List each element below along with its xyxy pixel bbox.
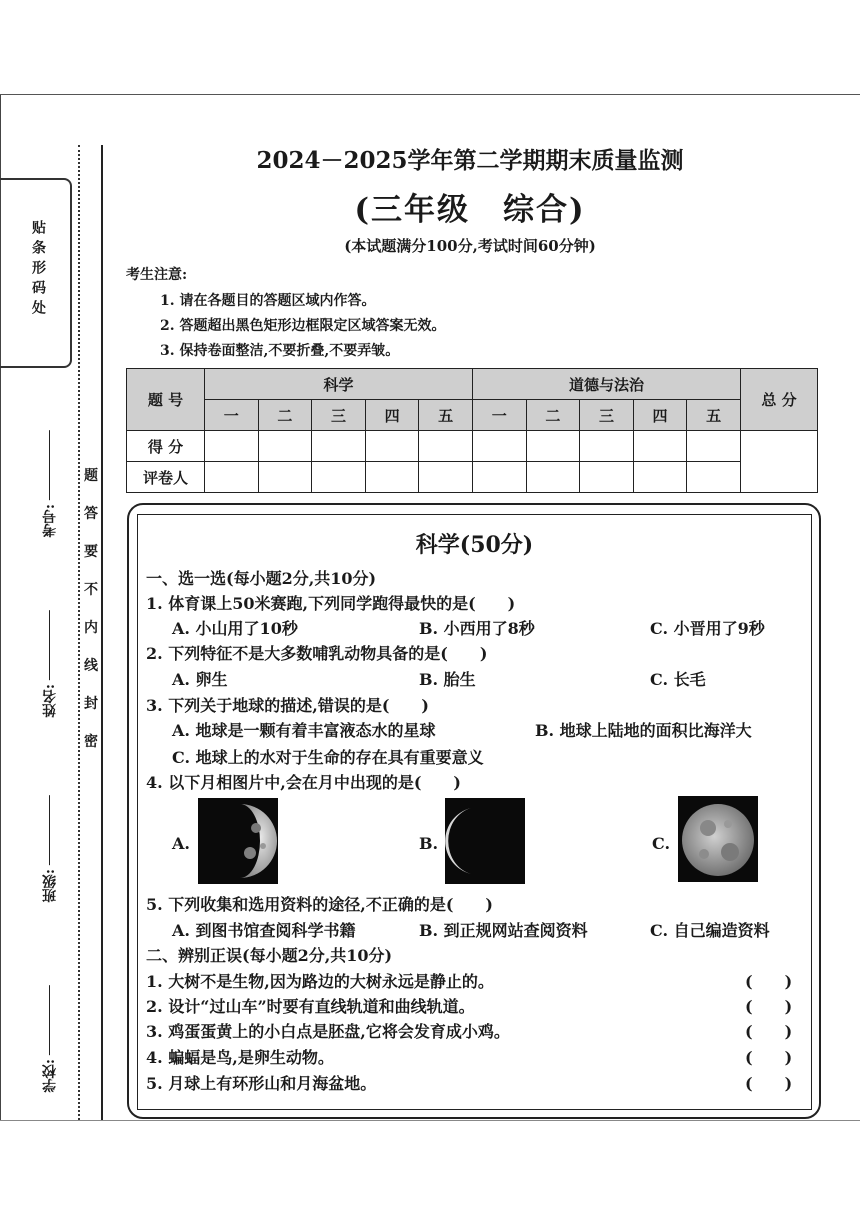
answer-parentheses[interactable]: ( ) bbox=[745, 1022, 793, 1041]
q3-option-c[interactable]: C. 地球上的水对于生命的存在具有重要意义 bbox=[172, 748, 484, 767]
score-cell[interactable] bbox=[205, 431, 259, 462]
score-cell[interactable] bbox=[258, 431, 312, 462]
question-number: 一 bbox=[472, 400, 526, 431]
school-field[interactable] bbox=[40, 985, 60, 1092]
grader-cell[interactable] bbox=[526, 462, 580, 493]
q4-option-c[interactable]: C. bbox=[652, 834, 671, 853]
q3-option-a[interactable]: A. 地球是一颗有着丰富液态水的星球 bbox=[172, 721, 436, 740]
notice-title: 考生注意: bbox=[126, 267, 188, 283]
grader-row-label: 评卷人 bbox=[127, 462, 205, 493]
name-label: 姓名: bbox=[42, 684, 58, 718]
notice-item: 2. 答题超出黑色矩形边框限定区域答案无效。 bbox=[160, 318, 446, 334]
science-group-header: 科学 bbox=[205, 369, 473, 400]
question-1: 1. 体育课上50米赛跑,下列同学跑得最快的是( ) bbox=[146, 594, 516, 613]
q1-option-c[interactable]: C. 小晋用了9秒 bbox=[650, 619, 765, 638]
score-cell[interactable] bbox=[687, 431, 741, 462]
name-field[interactable] bbox=[40, 610, 60, 717]
question-number: 四 bbox=[633, 400, 687, 431]
exam-subtitle: (本试题满分100分,考试时间60分钟) bbox=[344, 237, 596, 255]
tf-question: 3. 鸡蛋蛋黄上的小白点是胚盘,它将会发育成小鸡。 bbox=[146, 1022, 510, 1041]
school-label: 学校: bbox=[42, 1059, 58, 1093]
question-number: 四 bbox=[365, 400, 419, 431]
q5-option-a[interactable]: A. 到图书馆查阅科学书籍 bbox=[172, 921, 356, 940]
answer-parentheses[interactable]: ( ) bbox=[745, 1048, 793, 1067]
grader-cell[interactable] bbox=[365, 462, 419, 493]
seal-char: 内 bbox=[84, 620, 98, 636]
score-cell[interactable] bbox=[312, 431, 366, 462]
grader-cell[interactable] bbox=[205, 462, 259, 493]
science-title: 科学(50分) bbox=[415, 532, 534, 558]
score-cell[interactable] bbox=[526, 431, 580, 462]
q1-option-a[interactable]: A. 小山用了10秒 bbox=[172, 619, 298, 638]
col-header: 题 号 bbox=[127, 369, 205, 431]
barcode-sticker-area bbox=[0, 178, 72, 368]
answer-parentheses[interactable]: ( ) bbox=[745, 972, 793, 991]
question-number: 二 bbox=[526, 400, 580, 431]
score-cell[interactable] bbox=[365, 431, 419, 462]
answer-parentheses[interactable]: ( ) bbox=[745, 1074, 793, 1093]
question-number: 五 bbox=[687, 400, 741, 431]
class-field[interactable] bbox=[40, 795, 60, 902]
question-number: 五 bbox=[419, 400, 473, 431]
question-number: 三 bbox=[580, 400, 634, 431]
score-cell[interactable] bbox=[580, 431, 634, 462]
exam-grade-title: (三年级 综合) bbox=[354, 192, 586, 228]
score-row-label: 得 分 bbox=[127, 431, 205, 462]
exam-number-field[interactable] bbox=[40, 430, 60, 537]
moon-phase-image-c bbox=[678, 796, 758, 882]
tf-question: 5. 月球上有环形山和月海盆地。 bbox=[146, 1074, 377, 1093]
grader-cell[interactable] bbox=[687, 462, 741, 493]
moon-phase-image-b bbox=[445, 798, 525, 884]
q2-option-b[interactable]: B. 胎生 bbox=[419, 670, 476, 689]
class-label: 班级: bbox=[42, 869, 58, 903]
seal-warning bbox=[82, 465, 100, 769]
q5-option-c[interactable]: C. 自己编造资料 bbox=[650, 921, 770, 940]
tf-question: 4. 蝙蝠是鸟,是卵生动物。 bbox=[146, 1048, 334, 1067]
score-cell[interactable] bbox=[472, 431, 526, 462]
question-3: 3. 下列关于地球的描述,错误的是( ) bbox=[146, 696, 429, 715]
seal-char: 不 bbox=[84, 582, 98, 598]
seal-char: 线 bbox=[84, 658, 98, 674]
grader-cell[interactable] bbox=[312, 462, 366, 493]
exam-number-label: 考号: bbox=[42, 504, 58, 538]
q4-option-b[interactable]: B. bbox=[419, 834, 439, 853]
seal-char: 要 bbox=[84, 544, 98, 560]
grader-cell[interactable] bbox=[472, 462, 526, 493]
binding-dotted-line bbox=[78, 145, 80, 1120]
q3-option-b[interactable]: B. 地球上陆地的面积比海洋大 bbox=[535, 721, 752, 740]
seal-char: 答 bbox=[84, 506, 98, 522]
question-5: 5. 下列收集和选用资料的途径,不正确的是( ) bbox=[146, 895, 493, 914]
notice-item: 3. 保持卷面整洁,不要折叠,不要弄皱。 bbox=[160, 343, 400, 359]
grader-cell[interactable] bbox=[580, 462, 634, 493]
seal-char: 题 bbox=[84, 468, 98, 484]
tf-question: 1. 大树不是生物,因为路边的大树永远是静止的。 bbox=[146, 972, 494, 991]
part1-title: 一、选一选(每小题2分,共10分) bbox=[146, 569, 377, 588]
q5-option-b[interactable]: B. 到正规网站查阅资料 bbox=[419, 921, 588, 940]
barcode-label: 贴条形码处 bbox=[30, 220, 46, 320]
q4-option-a[interactable]: A. bbox=[172, 834, 190, 853]
seal-char: 封 bbox=[84, 696, 98, 712]
question-number: 三 bbox=[312, 400, 366, 431]
seal-char: 密 bbox=[84, 734, 98, 750]
page-bottom-border bbox=[0, 1120, 860, 1121]
q1-option-b[interactable]: B. 小西用了8秒 bbox=[419, 619, 535, 638]
grader-cell[interactable] bbox=[258, 462, 312, 493]
question-4: 4. 以下月相图片中,会在月中出现的是( ) bbox=[146, 773, 461, 792]
total-score-cell[interactable] bbox=[741, 431, 818, 493]
total-header: 总 分 bbox=[741, 369, 818, 431]
moon-phase-image-a bbox=[198, 798, 278, 884]
exam-title: 2024－2025学年第二学期期末质量监测 bbox=[256, 147, 684, 174]
part2-title: 二、辨别正误(每小题2分,共10分) bbox=[146, 946, 393, 965]
q2-option-a[interactable]: A. 卵生 bbox=[172, 670, 228, 689]
score-cell[interactable] bbox=[419, 431, 473, 462]
morality-group-header: 道德与法治 bbox=[472, 369, 740, 400]
question-2: 2. 下列特征不是大多数哺乳动物具备的是( ) bbox=[146, 644, 488, 663]
notice-item: 1. 请在各题目的答题区域内作答。 bbox=[160, 293, 376, 309]
score-cell[interactable] bbox=[633, 431, 687, 462]
question-number: 二 bbox=[258, 400, 312, 431]
question-number: 一 bbox=[205, 400, 259, 431]
tf-question: 2. 设计“过山车”时要有直线轨道和曲线轨道。 bbox=[146, 997, 475, 1016]
binding-solid-line bbox=[101, 145, 103, 1120]
grader-cell[interactable] bbox=[419, 462, 473, 493]
score-table bbox=[126, 368, 818, 493]
answer-parentheses[interactable]: ( ) bbox=[745, 997, 793, 1016]
page-top-border bbox=[0, 94, 860, 95]
q2-option-c[interactable]: C. 长毛 bbox=[650, 670, 706, 689]
grader-cell[interactable] bbox=[633, 462, 687, 493]
